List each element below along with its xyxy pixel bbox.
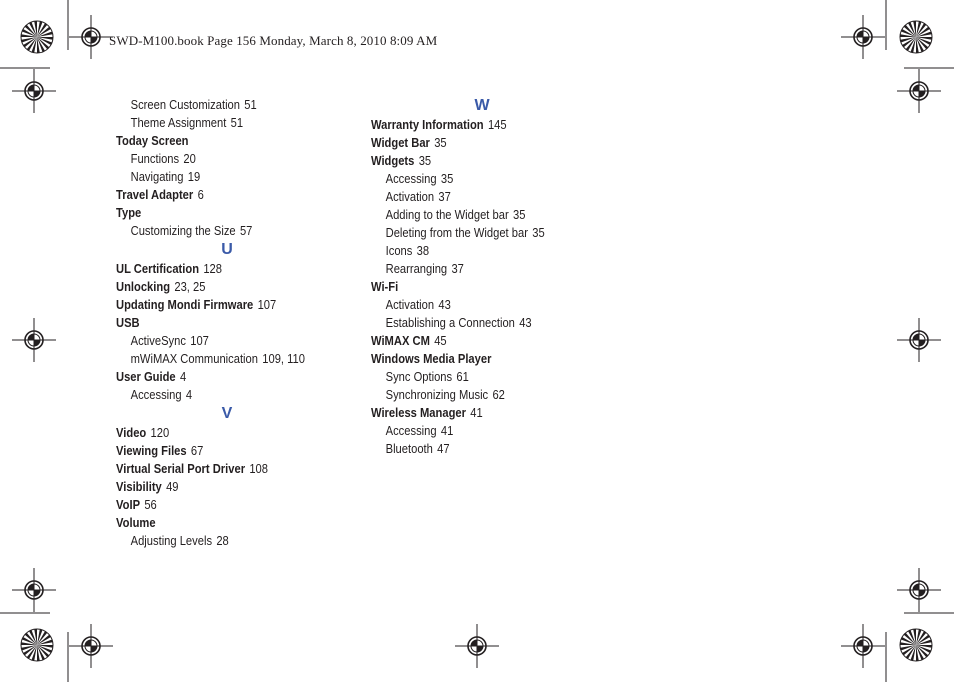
index-term: Wireless Manager xyxy=(371,405,466,420)
index-page-reference: 4 xyxy=(179,369,187,384)
index-page-reference: 57 xyxy=(239,223,253,238)
index-term: Activation xyxy=(385,189,435,204)
crosshair-mark-icon xyxy=(12,318,56,362)
index-term: Viewing Files xyxy=(116,443,187,458)
index-term: Visibility xyxy=(116,479,162,494)
index-term: Type xyxy=(116,205,142,220)
index-term: Today Screen xyxy=(116,133,189,148)
index-entry xyxy=(116,442,322,460)
index-page-reference: 109, 110 xyxy=(262,351,305,366)
index-term: Accessing xyxy=(385,171,437,186)
index-entry xyxy=(116,424,322,442)
index-entry xyxy=(371,404,577,422)
index-page-reference: 108 xyxy=(249,461,269,476)
index-term: Warranty Information xyxy=(371,117,484,132)
index-term: USB xyxy=(116,315,140,330)
index-entry xyxy=(116,314,322,332)
index-page-reference: 49 xyxy=(166,479,179,494)
index-page-reference: 128 xyxy=(203,261,223,276)
index-page-reference: 107 xyxy=(257,297,277,312)
index-term: Volume xyxy=(116,515,156,530)
index-term: Video xyxy=(116,425,147,440)
index-entry xyxy=(116,460,322,478)
index-term: Accessing xyxy=(130,387,182,402)
index-subentry xyxy=(116,222,322,240)
index-letter-heading: U xyxy=(221,241,233,258)
index-term: Synchronizing Music xyxy=(385,387,489,402)
index-term: Widgets xyxy=(371,153,415,168)
index-page-reference: 51 xyxy=(244,97,257,112)
index-subentry xyxy=(371,314,577,332)
index-page-reference: 35 xyxy=(532,225,545,240)
index-page-reference: 37 xyxy=(438,189,451,204)
crosshair-mark-icon xyxy=(897,318,941,362)
crosshair-mark-icon xyxy=(69,15,113,59)
crosshair-mark-icon xyxy=(69,624,113,668)
index-subentry xyxy=(371,422,577,440)
index-page-reference: 43 xyxy=(519,315,532,330)
index-subentry xyxy=(116,96,322,114)
index-page-reference: 56 xyxy=(144,497,157,512)
crosshair-mark-icon xyxy=(897,69,941,113)
index-page-reference: 47 xyxy=(437,441,450,456)
crosshair-mark-icon xyxy=(841,624,885,668)
index-page-reference: 51 xyxy=(230,115,244,130)
index-page-reference: 35 xyxy=(512,207,526,222)
index-page-reference: 20 xyxy=(183,151,196,166)
index-page-reference: 35 xyxy=(434,135,447,150)
page-header: SWD-M100.book Page 156 Monday, March 8, 2010 8:09 AM xyxy=(109,33,438,48)
starburst-mark-icon xyxy=(900,629,932,661)
index-column-left xyxy=(116,96,356,550)
index-page-reference: 67 xyxy=(190,443,204,458)
index-entry xyxy=(371,134,577,152)
index-entry xyxy=(116,132,322,150)
index-entry xyxy=(371,332,577,350)
index-page-reference: 41 xyxy=(440,423,454,438)
index-term: Adjusting Levels xyxy=(130,533,213,548)
index-entry xyxy=(116,296,322,314)
index-term: Screen Customization xyxy=(130,97,240,112)
index-term: Unlocking xyxy=(116,279,171,294)
index-entry xyxy=(371,278,577,296)
index-term: Theme Assignment xyxy=(130,115,227,130)
index-term: User Guide xyxy=(116,369,176,384)
index-subentry xyxy=(371,296,577,314)
index-subentry xyxy=(116,532,322,550)
index-page-reference: 37 xyxy=(451,261,464,276)
index-letter-heading: V xyxy=(221,405,233,422)
index-subentry xyxy=(371,368,577,386)
index-subentry xyxy=(371,440,577,458)
crosshair-mark-icon xyxy=(841,15,885,59)
index-term: Windows Media Player xyxy=(371,351,492,366)
index-term: UL Certification xyxy=(116,261,200,276)
index-subentry xyxy=(116,114,322,132)
index-term: Activation xyxy=(385,297,435,312)
index-letter-heading: W xyxy=(474,97,490,114)
crosshair-mark-icon xyxy=(12,568,56,612)
index-entry xyxy=(116,260,322,278)
index-page-reference: 45 xyxy=(434,333,447,348)
index-entry xyxy=(116,478,322,496)
index-term: WiMAX CM xyxy=(371,333,430,348)
index-page-reference: 35 xyxy=(440,171,454,186)
index-subentry xyxy=(371,224,577,242)
index-term: Widget Bar xyxy=(371,135,430,150)
index-subentry xyxy=(371,170,577,188)
index-entry xyxy=(116,496,322,514)
index-term: Establishing a Connection xyxy=(385,315,515,330)
index-page-reference: 107 xyxy=(190,333,209,348)
index-term: Travel Adapter xyxy=(116,187,194,202)
index-page-reference: 38 xyxy=(416,243,430,258)
index-entry xyxy=(116,186,322,204)
index-term: ActiveSync xyxy=(130,333,186,348)
index-term: Icons xyxy=(385,243,413,258)
index-page-reference: 43 xyxy=(438,297,451,312)
index-subentry xyxy=(116,350,322,368)
index-subentry xyxy=(116,386,322,404)
index-page-reference: 145 xyxy=(487,117,507,132)
crosshair-mark-icon xyxy=(12,69,56,113)
index-entry xyxy=(116,368,322,386)
index-term: Adding to the Widget bar xyxy=(385,207,509,222)
index-term: Bluetooth xyxy=(385,441,433,456)
index-subentry xyxy=(371,242,577,260)
index-page-reference: 41 xyxy=(470,405,483,420)
index-term: Wi-Fi xyxy=(371,279,399,294)
index-term: mWiMAX Communication xyxy=(130,351,258,366)
index-term: Virtual Serial Port Driver xyxy=(116,461,246,476)
index-entry xyxy=(116,514,322,532)
index-column-right xyxy=(371,96,611,458)
index-page-reference: 6 xyxy=(197,187,204,202)
index-page-reference: 23, 25 xyxy=(174,279,206,294)
index-page-reference: 120 xyxy=(150,425,170,440)
index-entry xyxy=(371,116,577,134)
index-term: Rearranging xyxy=(385,261,448,276)
starburst-mark-icon xyxy=(900,21,932,53)
index-subentry xyxy=(371,206,577,224)
index-subentry xyxy=(371,260,577,278)
starburst-mark-icon xyxy=(21,21,53,53)
index-term: Sync Options xyxy=(385,369,453,384)
index-subentry xyxy=(116,168,322,186)
crosshair-mark-icon xyxy=(455,624,499,668)
index-subentry xyxy=(371,386,577,404)
index-entry xyxy=(116,278,322,296)
index-entry xyxy=(371,152,577,170)
starburst-mark-icon xyxy=(21,629,53,661)
index-page-reference: 28 xyxy=(216,533,229,548)
index-term: VoIP xyxy=(116,497,141,512)
index-page-reference: 62 xyxy=(492,387,505,402)
index-entry xyxy=(371,350,577,368)
index-page-reference: 19 xyxy=(187,169,201,184)
index-subentry xyxy=(371,188,577,206)
crosshair-mark-icon xyxy=(897,568,941,612)
index-term: Accessing xyxy=(385,423,437,438)
index-term: Customizing the Size xyxy=(130,223,236,238)
index-page-reference: 61 xyxy=(456,369,469,384)
index-term: Functions xyxy=(130,151,180,166)
index-term: Updating Mondi Firmware xyxy=(116,297,254,312)
index-subentry xyxy=(116,332,322,350)
index-page-reference: 35 xyxy=(418,153,432,168)
index-term: Navigating xyxy=(130,169,184,184)
index-entry xyxy=(116,204,322,222)
index-term: Deleting from the Widget bar xyxy=(385,225,528,240)
index-page-reference: 4 xyxy=(185,387,193,402)
index-subentry xyxy=(116,150,322,168)
